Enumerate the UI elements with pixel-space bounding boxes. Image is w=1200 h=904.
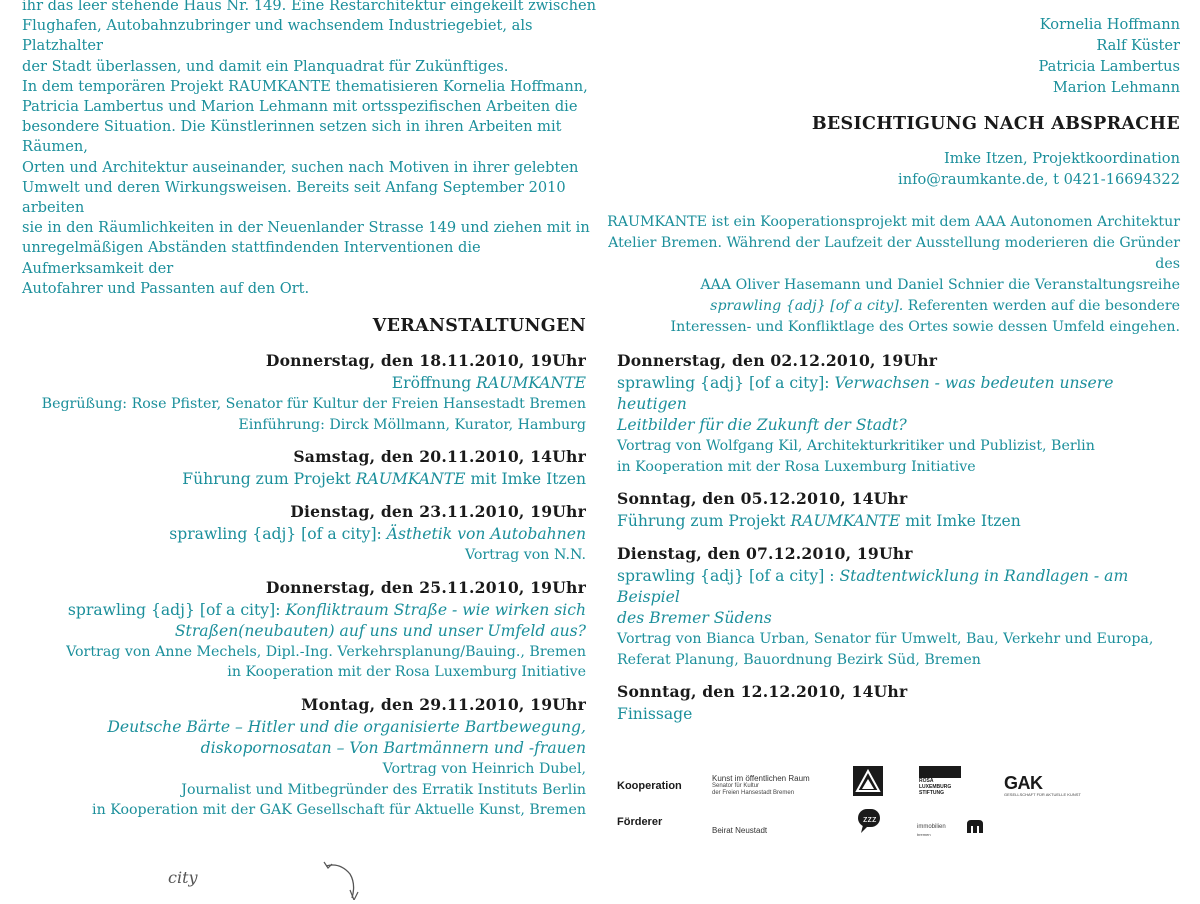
event-title	[30, 717, 586, 738]
event-description-line: Einführung: Dirck Möllmann, Kurator, Hamburg	[238, 416, 586, 433]
event-title-italic: Ästhetik von Autobahnen	[386, 525, 586, 544]
immobilien-logo-text: immobilien	[917, 824, 946, 830]
event-title-text: mit Imke Itzen	[900, 512, 1021, 531]
gak-logo-text: GAK	[1004, 773, 1043, 793]
event-title-text: sprawling {adj} [of a city]:	[617, 374, 835, 392]
event-title-text: mit Imke Itzen	[465, 470, 586, 489]
event-item	[30, 349, 586, 435]
about-line: RAUMKANTE ist ein Kooperationsprojekt mit dem AAA Autonomen Architektur	[607, 214, 1180, 230]
event-title-text: sprawling {adj} [of a city]:	[67, 600, 286, 619]
event-title-italic: Deutsche Bärte – Hitler und die organisierte Bartbewegung,	[107, 717, 586, 736]
curved-arrow-icon	[322, 860, 366, 900]
rosa-logo-text: LUXEMBURG	[919, 784, 952, 790]
event-date: Dienstag, den 07.12.2010, 19Uhr	[617, 544, 913, 564]
event-description-line: Vortrag von N.N.	[464, 547, 586, 564]
event-title-italic: Stadtentwicklung in Randlagen - am Beispiel	[617, 567, 1129, 607]
intro-line: Autofahrer und Passanten auf den Ort.	[22, 279, 310, 297]
event-description-line: Vortrag von Anne Mechels, Dipl.-Ing. Verkehrsplanung/Bauing., Bremen	[66, 643, 586, 660]
artist-name: Ralf Küster	[1096, 37, 1180, 54]
kunst-logo	[712, 774, 832, 797]
event-date: Sonntag, den 05.12.2010, 14Uhr	[617, 489, 908, 509]
gak-logo-sub: GESELLSCHAFT FÜR AKTUELLE KUNST	[1004, 792, 1081, 797]
intro-line: sie in den Räumlichkeiten in der Neuenlander Strasse 149 und ziehen mit in	[22, 219, 590, 237]
event-description	[30, 545, 586, 566]
event-title-text: sprawling {adj} [of a city] :	[617, 567, 840, 586]
immobilien-logo	[917, 824, 946, 838]
rosa-logo-text: STIFTUNG	[919, 790, 944, 796]
immobilien-logo-sub: bremen	[917, 832, 931, 837]
event-description-line: in Kooperation mit der Rosa Luxemburg Initiative	[617, 458, 976, 475]
intro-line: besondere Situation. Die Künstlerinnen setzen sich in ihren Arbeiten mit Räumen,	[22, 118, 562, 156]
event-title-text: Finissage	[617, 705, 693, 724]
event-item	[617, 487, 1182, 532]
event-description-line: Vortrag von Wolfgang Kil, Architekturkritiker und Publizist, Berlin	[617, 438, 1095, 454]
gak-logo	[1004, 774, 1081, 797]
intro-line: In dem temporären Projekt RAUMKANTE thematisieren Kornelia Hoffmann,	[22, 77, 588, 95]
intro-line: unregelmäßigen Abständen stattfindenden Interventionen die Aufmerksamkeit der	[22, 239, 481, 277]
event-title-text: Führung zum Projekt	[182, 470, 356, 489]
intro-line: Patricia Lambertus und Marion Lehmann mit ortsspezifischen Arbeiten die	[22, 98, 578, 116]
event-description	[30, 642, 586, 683]
event-title-text: sprawling {adj} [of a city]:	[169, 525, 387, 544]
event-item	[617, 680, 1182, 725]
kunst-logo-sub: Senator für Kultur	[712, 783, 760, 789]
event-title	[30, 600, 586, 621]
event-title	[617, 373, 1182, 415]
event-title	[617, 704, 1182, 725]
event-date: Dienstag, den 23.11.2010, 19Uhr	[290, 502, 586, 522]
artist-list	[1039, 14, 1181, 98]
event-date: Donnerstag, den 25.11.2010, 19Uhr	[265, 577, 586, 597]
event-title-italic: diskopornosatan – Von Bartmännern und -frauen	[200, 738, 586, 757]
handwritten-arrow	[322, 860, 366, 904]
event-description-line: in Kooperation mit der Rosa Luxemburg Initiative	[227, 664, 586, 681]
about-text	[580, 212, 1180, 338]
aaa-logo-icon	[853, 766, 883, 796]
artist-name: Patricia Lambertus	[1038, 58, 1180, 75]
event-description-line: Journalist und Mitbegründer des Erratik Instituts Berlin	[181, 781, 586, 798]
kunst-logo-title: Kunst im öffentlichen Raum	[712, 774, 810, 783]
event-description-line: Vortrag von Heinrich Dubel,	[382, 760, 586, 777]
bremen-key-icon	[965, 818, 985, 834]
artist-name: Kornelia Hoffmann	[1039, 16, 1180, 33]
event-date: Samstag, den 20.11.2010, 14Uhr	[293, 447, 586, 467]
event-title-italic: Konfliktraum Straße - wie wirken sich	[285, 600, 586, 619]
event-date: Montag, den 29.11.2010, 19Uhr	[301, 694, 586, 714]
event-description-line: Vortrag von Bianca Urban, Senator für Umwelt, Bau, Verkehr und Europa,	[617, 631, 1154, 648]
series-title: sprawling {adj} [of a city].	[710, 298, 904, 314]
foerderer-label: Förderer	[617, 816, 663, 828]
aaa-logo	[853, 766, 883, 796]
event-title	[30, 469, 586, 490]
event-description-line: Referat Planung, Bauordnung Bezirk Süd, Bremen	[617, 651, 981, 668]
speech-bubble-logo	[857, 808, 881, 839]
event-description-line: in Kooperation mit der GAK Gesellschaft für Aktuelle Kunst, Bremen	[92, 802, 586, 819]
intro-line: ihr das leer stehende Haus Nr. 149. Eine Restarchitektur eingekeilt zwischen	[22, 0, 597, 14]
rosa-logo-text: ROSA	[919, 778, 934, 784]
event-date: Donnerstag, den 18.11.2010, 19Uhr	[265, 351, 586, 370]
rosa-logo-bar	[919, 766, 961, 778]
events-left-column	[30, 349, 586, 831]
event-title	[30, 524, 586, 545]
bremen-key-logo	[965, 818, 985, 839]
event-item	[30, 445, 586, 490]
event-title-italic: RAUMKANTE	[355, 470, 466, 489]
event-title-italic: Leitbilder für die Zukunft der Stadt?	[617, 416, 907, 434]
event-description	[30, 394, 586, 435]
event-item	[617, 349, 1182, 477]
event-item	[30, 693, 586, 821]
event-title	[30, 373, 586, 394]
event-item	[30, 576, 586, 683]
event-title-italic: RAUMKANTE	[790, 512, 901, 531]
event-title-text: Eröffnung	[391, 374, 477, 392]
handwritten-city: city	[168, 868, 198, 887]
intro-text	[22, 0, 602, 299]
speech-bubble-icon	[857, 808, 881, 834]
intro-line: Orten und Architektur auseinander, suchen nach Motiven in ihrer gelebten	[22, 158, 579, 176]
about-line-rest: Referenten werden auf die besondere	[903, 298, 1180, 314]
about-line: Atelier Bremen. Während der Laufzeit der Ausstellung moderieren die Gründer des	[608, 235, 1180, 272]
rosa-luxemburg-logo	[919, 766, 961, 796]
event-title-continued	[617, 608, 1182, 629]
beirat-logo: Beirat Neustadt	[712, 826, 768, 835]
intro-line: der Stadt überlassen, und damit ein Planquadrat für Zukünftiges.	[22, 57, 509, 75]
about-line	[580, 296, 1180, 317]
event-title-italic: Straßen(neubauten) auf uns und unser Umfeld aus?	[174, 621, 586, 640]
contact-block	[898, 148, 1180, 190]
about-line: AAA Oliver Hasemann und Daniel Schnier die Veranstaltungsreihe	[700, 277, 1180, 293]
intro-line: Umwelt und deren Wirkungsweisen. Bereits seit Anfang September 2010 arbeiten	[22, 178, 566, 217]
artist-name: Marion Lehmann	[1052, 79, 1180, 96]
event-title-text: Führung zum Projekt	[617, 512, 791, 531]
visit-heading: BESICHTIGUNG NACH ABSPRACHE	[811, 114, 1180, 134]
events-heading: VERANSTALTUNGEN	[372, 316, 586, 336]
event-description-line: Begrüßung: Rose Pfister, Senator für Kultur der Freien Hansestadt Bremen	[41, 396, 586, 412]
intro-line: Flughafen, Autobahnzubringer und wachsendem Industriegebiet, als Platzhalter	[22, 17, 533, 55]
event-date: Sonntag, den 12.12.2010, 14Uhr	[617, 682, 908, 702]
event-description	[617, 629, 1182, 670]
contact-info: info@raumkante.de, t 0421-16694322	[898, 171, 1180, 188]
event-title-italic: RAUMKANTE	[476, 374, 586, 392]
event-title	[617, 566, 1182, 608]
event-item	[617, 542, 1182, 670]
event-item	[30, 500, 586, 566]
sponsor-logos	[617, 760, 1182, 840]
event-title-italic: Verwachsen - was bedeuten unsere heutigen	[617, 374, 1114, 413]
about-line: Interessen- und Konfliktlage des Ortes sowie dessen Umfeld eingehen.	[670, 319, 1180, 335]
event-title-continued	[617, 415, 1182, 436]
event-date: Donnerstag, den 02.12.2010, 19Uhr	[617, 351, 938, 370]
events-right-column	[617, 349, 1182, 735]
svg-text:zzz: zzz	[863, 814, 877, 824]
contact-person: Imke Itzen, Projektkoordination	[943, 150, 1180, 167]
event-title	[617, 511, 1182, 532]
event-title-continued	[30, 738, 586, 759]
kunst-logo-sub: der Freien Hansestadt Bremen	[712, 790, 795, 796]
event-description	[30, 759, 586, 821]
event-title-italic: des Bremer Südens	[617, 609, 772, 628]
event-description	[617, 436, 1182, 477]
event-title-continued	[30, 621, 586, 642]
kooperation-label: Kooperation	[617, 780, 682, 792]
